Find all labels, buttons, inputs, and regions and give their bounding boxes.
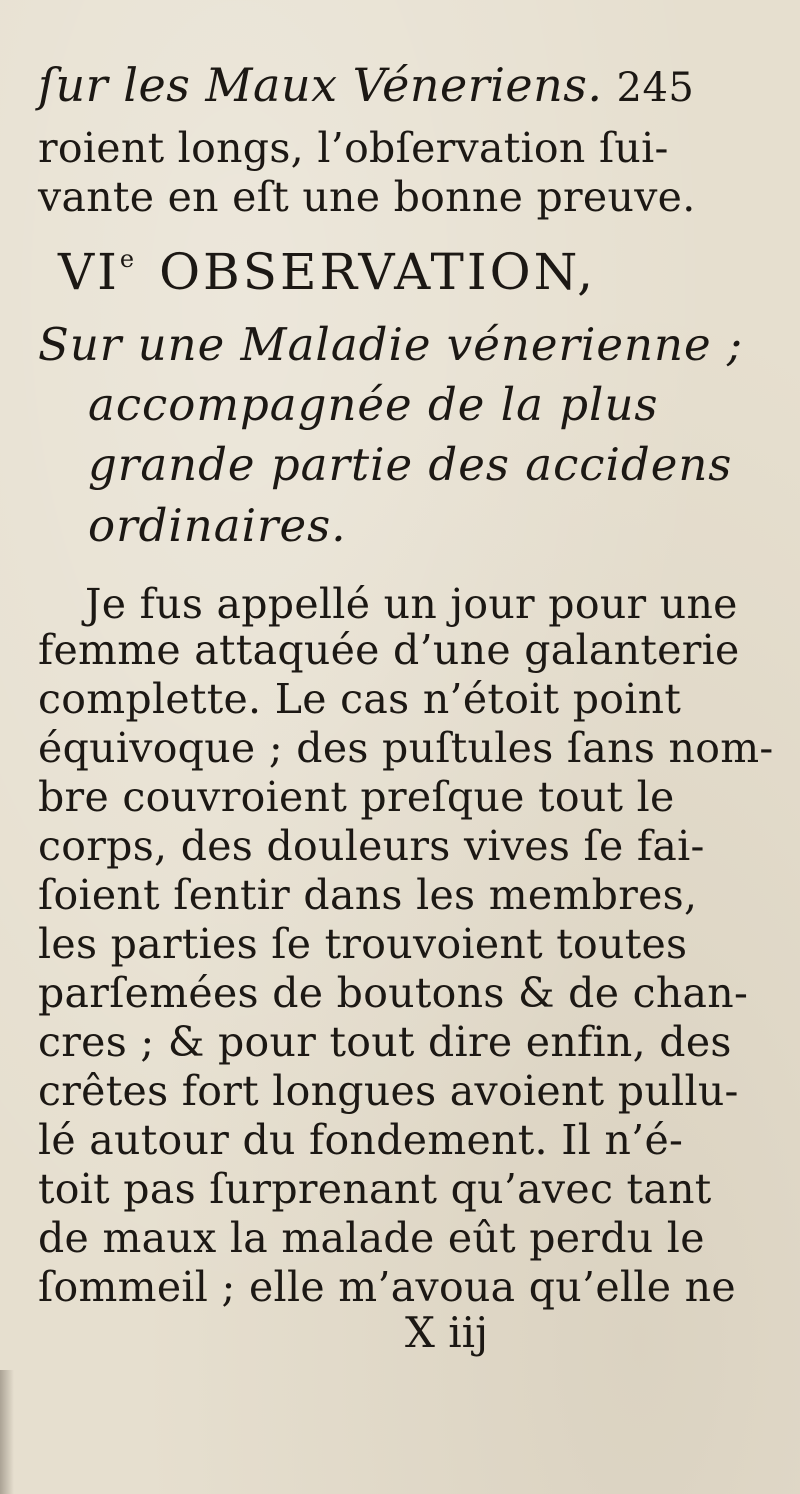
paragraph-line: équivoque ; des puſtules ſans nom- [38,724,774,772]
paragraph-line: toit pas ſurprenant qu’avec tant [38,1165,712,1213]
paragraph-line: complette. Le cas n’étoit point [38,675,682,723]
running-head [38,58,695,112]
paragraph-line: ſoient ſentir dans les membres, [38,871,698,919]
subtitle-line: Sur une Maladie vénerienne ; [38,318,744,371]
text-line: roient longs, l’obſervation ſui- [38,124,669,172]
page-number: 245 [616,65,695,111]
page-edge-shadow [0,1370,14,1494]
subtitle-line: ordinaires. [88,499,347,552]
paragraph-line: bre couvroient preſque tout le [38,773,675,821]
observation-superscript: e [119,245,138,273]
paragraph-line: cres ; & pour tout dire enfin, des [38,1018,732,1066]
running-head-title: ſur les Maux Véneriens. [38,58,603,112]
text-line: vante en eſt une bonne preuve. [38,173,696,221]
subtitle-line: accompagnée de la plus [88,378,659,431]
paragraph-line: femme attaquée d’une galanterie [38,626,740,674]
observation-heading [58,243,597,301]
paragraph-line: crêtes fort longues avoient pullu- [38,1067,739,1115]
paragraph-line: corps, des douleurs vives ſe fai- [38,822,705,870]
subtitle-line: grande partie des accidens [88,438,733,491]
paragraph-line: de maux la malade eût perdu le [38,1214,705,1262]
observation-numeral: VI [58,243,120,301]
paragraph-line: parſemées de boutons & de chan- [38,969,749,1017]
observation-word: OBSERVATION, [159,243,597,301]
catchword: X iij [405,1308,489,1357]
paragraph-line: les parties ſe trouvoient toutes [38,920,688,968]
paragraph-line: Je fus appellé un jour pour une [85,580,738,628]
paragraph-line: ſommeil ; elle m’avoua qu’elle ne [38,1263,736,1311]
paragraph-line: lé autour du fondement. Il n’é- [38,1116,684,1164]
